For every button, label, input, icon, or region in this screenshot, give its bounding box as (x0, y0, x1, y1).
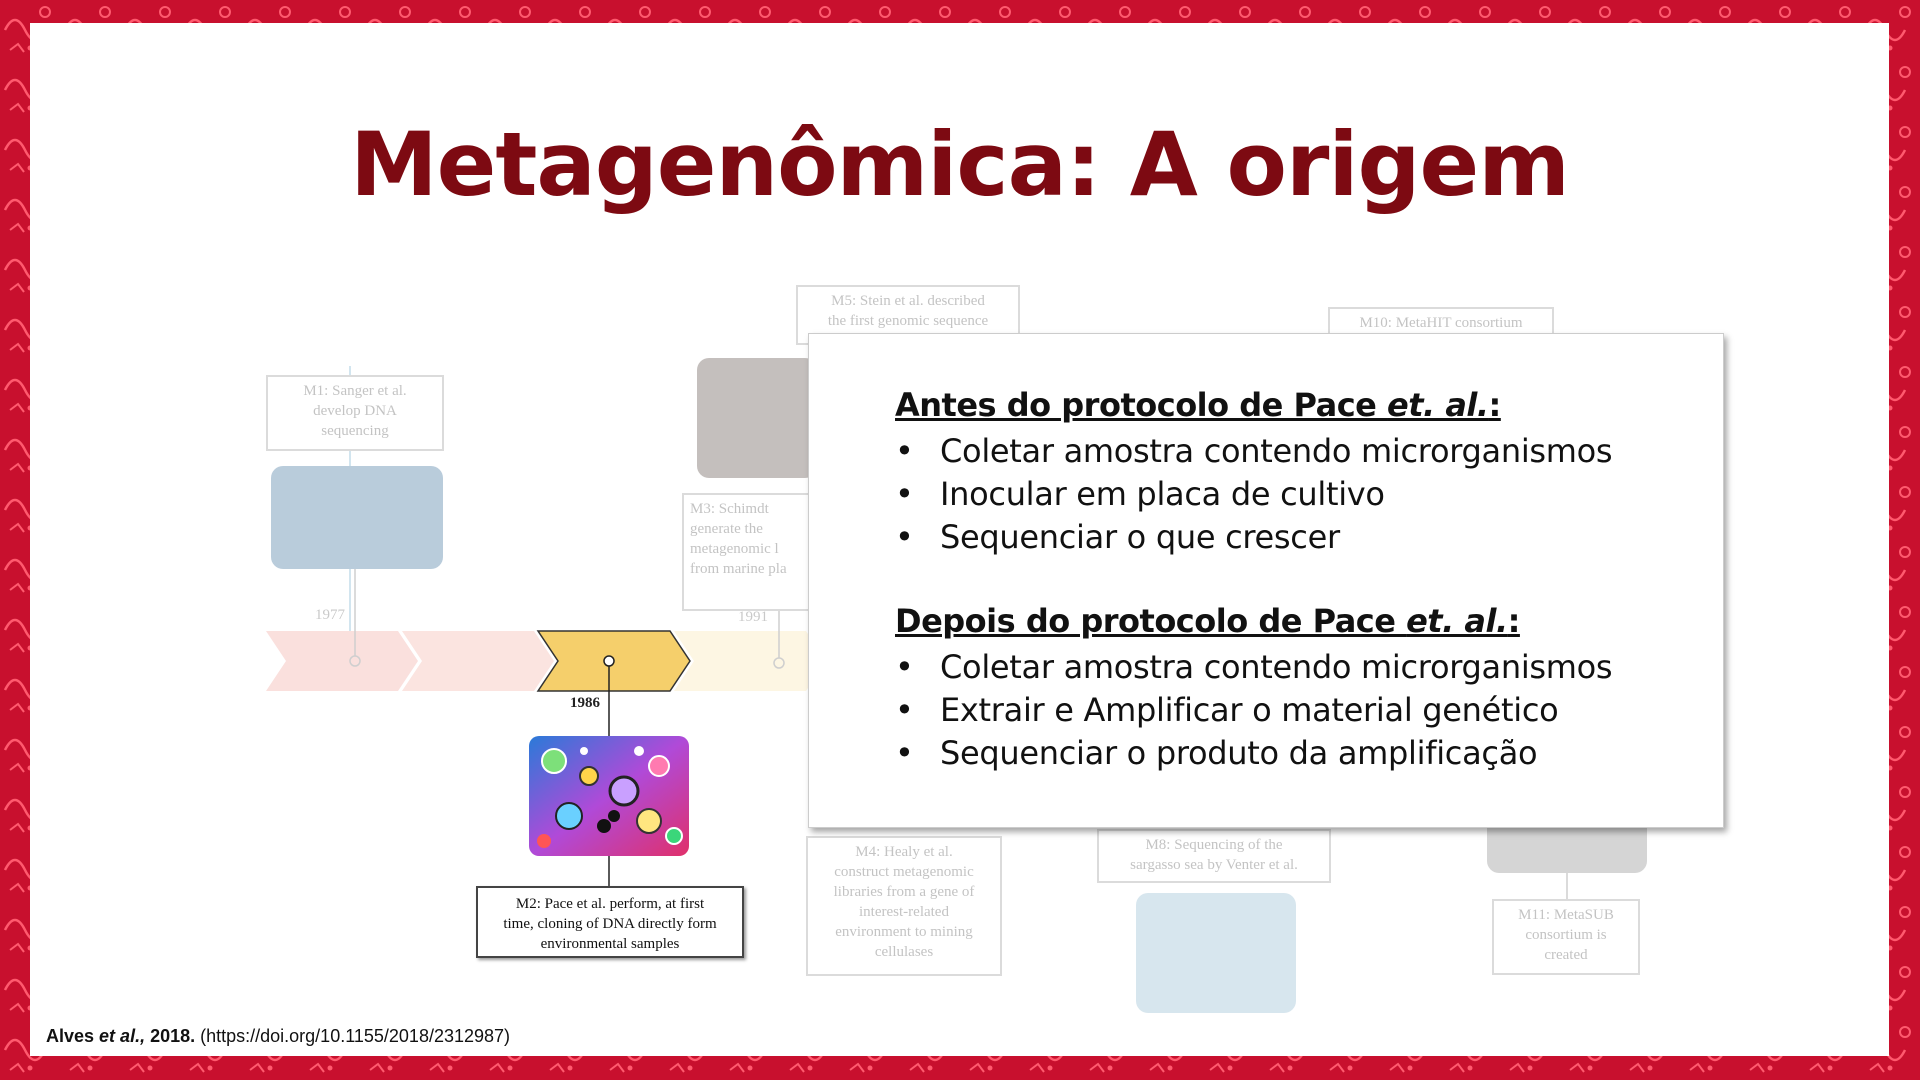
bullet: • (895, 734, 914, 772)
milestone-line: from marine pla (690, 561, 787, 577)
list-item-text: Coletar amostra contendo microrganismos (940, 648, 1613, 686)
milestone-line: libraries from a gene of (833, 884, 975, 900)
citation (46, 1026, 510, 1047)
before-list (895, 430, 1612, 559)
citation-year: 2018. (145, 1026, 196, 1046)
before-section-title (895, 386, 1501, 424)
milestone-line: the first genomic sequence (827, 313, 989, 329)
milestone-m2 (476, 886, 744, 958)
list-item-text: Sequenciar o que crescer (940, 518, 1340, 556)
title-suffix: : (1507, 602, 1520, 640)
milestone-line: develop DNA (313, 403, 397, 419)
title-text: Antes do protocolo de Pace (895, 386, 1388, 424)
milestone-line: M8: Sequencing of the (1145, 837, 1283, 853)
list-item-text: Sequenciar o produto da amplificação (940, 734, 1538, 772)
bullet: • (895, 691, 914, 729)
year-1986: 1986 (570, 695, 600, 711)
milestone-line: M5: Stein et al. described (831, 293, 985, 309)
title-text: Depois do protocolo de Pace (895, 602, 1407, 640)
milestone-line: construct metagenomic (834, 864, 974, 880)
list-item-text: Extrair e Amplificar o material genético (940, 691, 1559, 729)
microorganism-cells-image (529, 736, 689, 856)
year-1991: 1991 (738, 609, 768, 625)
list-item-text: Inocular em placa de cultivo (940, 475, 1385, 513)
year-1977: 1977 (315, 607, 345, 623)
milestone-line: M1: Sanger et al. (303, 383, 407, 399)
milestone-line: created (1544, 947, 1588, 963)
list-item (895, 473, 1612, 516)
list-item (895, 732, 1612, 775)
milestone-line: metagenomic l (690, 541, 779, 557)
list-item (895, 646, 1612, 689)
slide (30, 23, 1889, 1056)
after-list (895, 646, 1612, 775)
milestone-line: sargasso sea by Venter et al. (1130, 857, 1298, 873)
milestone-line: sequencing (321, 423, 389, 439)
list-item (895, 689, 1612, 732)
citation-author: Alves (46, 1026, 100, 1046)
list-item-text: Coletar amostra contendo microrganismos (940, 432, 1613, 470)
slide-title: Metagenômica: A origem (350, 113, 1569, 216)
bullet: • (895, 432, 914, 470)
milestone-line: generate the (690, 521, 763, 537)
bullet: • (895, 648, 914, 686)
title-italic: et. al. (1406, 602, 1508, 640)
timeline-node (604, 656, 614, 666)
milestone-line: consortium is (1525, 927, 1607, 943)
milestone-line: M3: Schimdt (690, 501, 769, 517)
milestone-line: M10: MetaHIT consortium (1359, 315, 1523, 331)
citation-doi: (https://doi.org/10.1155/2018/2312987) (195, 1026, 511, 1046)
title-italic: et. al. (1387, 386, 1489, 424)
after-section-title (895, 602, 1520, 640)
milestone-line: M2: Pace et al. perform, at first (515, 896, 705, 912)
milestone-line: time, cloning of DNA directly form (503, 916, 717, 932)
protocol-comparison-card (808, 333, 1724, 828)
milestone-line: cellulases (874, 944, 934, 960)
milestone-line: M4: Healy et al. (855, 844, 953, 860)
citation-etal: et al., (99, 1026, 146, 1046)
list-item (895, 516, 1612, 559)
milestone-line: environment to mining (835, 924, 973, 940)
milestone-line: environmental samples (540, 936, 680, 952)
bullet: • (895, 518, 914, 556)
title-suffix: : (1488, 386, 1501, 424)
milestone-line: interest-related (859, 904, 949, 920)
milestone-line: M11: MetaSUB (1518, 907, 1614, 923)
bullet: • (895, 475, 914, 513)
list-item (895, 430, 1612, 473)
